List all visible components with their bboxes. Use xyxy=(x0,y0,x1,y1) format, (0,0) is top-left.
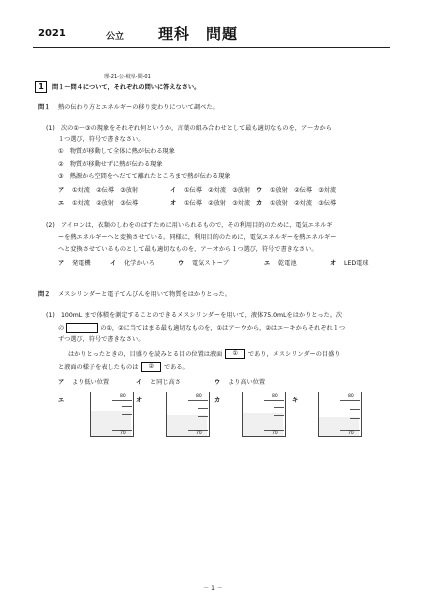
scale-label: 80 xyxy=(196,394,202,399)
toi1-item-2: ② 物質が移動せずに熱が伝わる現象 xyxy=(58,161,163,168)
toi2-s1-line4 xyxy=(68,349,340,359)
choice-text: より高い位置 xyxy=(228,379,266,386)
toi1-s1-line1: (1) 次の①～③の現象をそれぞれ何というか，言葉の組み合わせとして最も適切なものを，ア～カから xyxy=(46,125,332,132)
choice-symbol: ア xyxy=(58,379,65,386)
choice-text: ①対流 ②放射 ③伝導 xyxy=(72,200,139,207)
scale-tick xyxy=(264,400,284,401)
text-fragment: であり，メスシリンダーの目盛り xyxy=(247,351,341,358)
toi1-s2-line2: ーを熱エネルギーへと変換させている。同様に，利用目的のために，電気エネルギーを熱エネルギー xyxy=(58,234,337,241)
scale-tick xyxy=(198,408,208,409)
choice-text: と同じ高さ xyxy=(150,379,181,386)
cylinder-figure-ki xyxy=(318,392,364,438)
toi1-text: 熱の伝わり方とエネルギーの移り変わりについて調べた。 xyxy=(58,104,219,111)
choice-symbol: ア xyxy=(58,187,65,194)
choice-text: ①対流 ②伝導 ③放射 xyxy=(72,187,139,194)
answer-frame xyxy=(66,323,98,333)
choice-text: より低い位置 xyxy=(72,379,110,386)
toi2-s1-line1: (1) 100mL まで体積を測定することのできるメスシリンダーを用いて，液体75.0mLをはかりとった。次 xyxy=(46,312,343,319)
page-title: 理科 問題 xyxy=(158,25,239,43)
cylinder-figure-e xyxy=(90,392,136,438)
scale-tick xyxy=(340,400,360,401)
toi1-item-3: ③ 熱源から空間をへだてて離れたところまで熱が伝わる現象 xyxy=(58,173,231,180)
exam-year: 2021 xyxy=(38,28,66,39)
scale-label: 70 xyxy=(196,431,202,436)
scale-tick xyxy=(188,400,208,401)
scale-tick xyxy=(350,409,360,410)
choice-symbol: ウ xyxy=(214,379,221,386)
blank-1: ① xyxy=(225,349,245,359)
scale-label: 70 xyxy=(348,431,354,436)
scale-label: 70 xyxy=(120,431,126,436)
scale-tick xyxy=(122,414,132,415)
choice-text: LED電球 xyxy=(344,260,369,267)
document-code: 理-21-公-岐阜-問-01 xyxy=(104,74,151,80)
figure-symbol: オ xyxy=(136,397,143,404)
scale-label: 80 xyxy=(120,394,126,399)
choice-symbol: イ xyxy=(136,379,143,386)
scale-tick xyxy=(274,415,284,416)
choice-text: ①放射 ②対流 ③伝導 xyxy=(270,200,337,207)
scale-tick xyxy=(122,406,132,407)
toi1-s2-line1: (2) アイロンは，衣類のしわをのばすために用いられるもので，その利用目的のために，電気エネルギ xyxy=(46,222,333,229)
scale-tick xyxy=(198,416,208,417)
toi2-text: メスシリンダーと電子てんびんを用いて物質をはかりとった。 xyxy=(58,291,231,298)
scale-label: 80 xyxy=(272,394,278,399)
text-fragment: の①，②に当てはまる最も適切なものを，①はア～ウから，②はエ～キからそれぞれ１つ xyxy=(100,325,346,332)
choice-symbol: イ xyxy=(170,187,177,194)
scale-tick xyxy=(274,407,284,408)
toi2-s1-line5 xyxy=(58,362,189,372)
text-fragment: である。 xyxy=(164,364,189,371)
choice-symbol: エ xyxy=(58,200,65,207)
question-number-box: 1 xyxy=(35,81,47,93)
choice-symbol: カ xyxy=(256,200,263,207)
toi1-s2-line3: へと変換させているものとして最も適切なものを，ア～オから１つ選び，符号で書きなさい。 xyxy=(58,246,318,253)
exam-kind: 公立 xyxy=(106,32,125,42)
text-fragment: はかりとったときの，目盛りを読みとる目の位置は液面 xyxy=(68,351,223,358)
choice-symbol: イ xyxy=(110,260,117,267)
choice-text: 電気ストーブ xyxy=(192,260,229,267)
choice-symbol: ア xyxy=(58,260,65,267)
choice-text: ①放射 ②伝導 ③対流 xyxy=(270,187,337,194)
scale-label: 70 xyxy=(272,431,278,436)
toi1-s1-line2: １つ選び，符号で書きなさい。 xyxy=(58,136,145,143)
scale-tick xyxy=(350,418,360,419)
text-fragment: と液面の様子を表したものは xyxy=(58,364,139,371)
question-intro: 問１～問４について，それぞれの問いに答えなさい。 xyxy=(52,84,201,91)
choice-symbol: エ xyxy=(264,260,271,267)
choice-text: 乾電池 xyxy=(278,260,297,267)
choice-symbol: ウ xyxy=(178,260,185,267)
blank-2: ② xyxy=(141,362,161,372)
choice-text: ①伝導 ②対流 ③放射 xyxy=(184,187,251,194)
choice-text: 発電機 xyxy=(72,260,91,267)
page-number: － 1 － xyxy=(203,585,223,592)
header-rule xyxy=(33,47,390,48)
scale-label: 80 xyxy=(348,394,354,399)
choice-text: ①伝導 ②放射 ③対流 xyxy=(184,200,251,207)
scale-tick xyxy=(112,400,132,401)
choice-symbol: オ xyxy=(330,260,337,267)
cylinder-figure-ka xyxy=(242,392,288,438)
text-fragment: の xyxy=(58,325,65,332)
toi2-s1-line3: ずつ選び，符号で書きなさい。 xyxy=(58,336,145,343)
figure-symbol: キ xyxy=(292,397,299,404)
toi2-s1-line2 xyxy=(58,323,345,333)
choice-text: 化学かいろ xyxy=(124,260,155,267)
choice-symbol: オ xyxy=(170,200,177,207)
toi1-item-1: ① 物質が移動して全体に熱が伝わる現象 xyxy=(58,148,175,155)
figure-symbol: エ xyxy=(58,397,65,404)
toi2-label: 問２ xyxy=(38,291,51,298)
figure-symbol: カ xyxy=(214,397,221,404)
toi1-label: 問１ xyxy=(38,104,51,111)
cylinder-figure-o xyxy=(166,392,212,438)
choice-symbol: ウ xyxy=(256,187,263,194)
